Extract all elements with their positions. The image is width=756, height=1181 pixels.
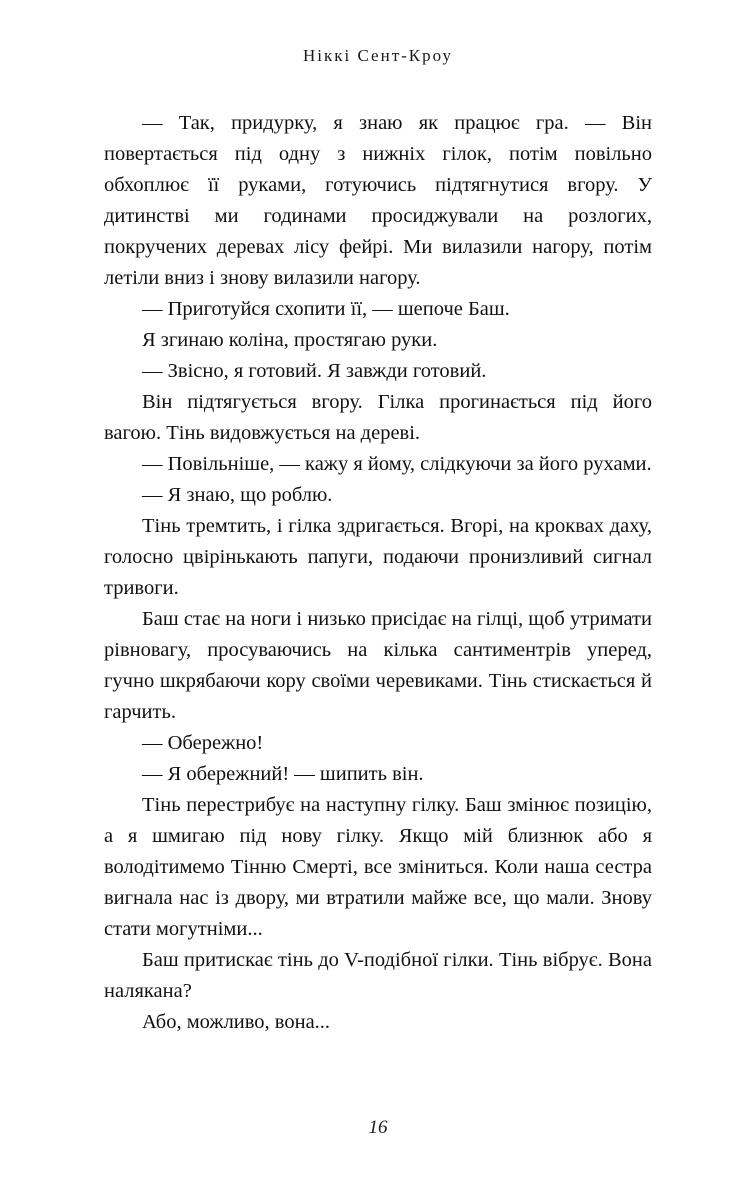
paragraph: Баш притискає тінь до V-подібної гілки. Тінь вібрує. Вона налякана? <box>104 949 652 1002</box>
paragraph: Тінь тремтить, і гілка здригається. Вгорі, на кроквах даху, голосно цвірінькають папуги, подаючи пронизливий сигнал тривоги. <box>104 515 652 599</box>
paragraph: Я згинаю коліна, простягаю руки. <box>142 329 438 351</box>
paragraph: Або, можливо, вона... <box>142 1011 331 1033</box>
running-header-author: Ніккі Сент-Кроу <box>303 46 453 65</box>
paragraph: — Я знаю, що роблю. <box>142 484 333 506</box>
paragraph: Він підтягується вгору. Гілка прогинається під його вагою. Тінь видовжується на дереві. <box>104 391 652 444</box>
paragraph: Тінь перестрибує на наступну гілку. Баш змінює позицію, а я шмигаю під нову гілку. Якщо мій близнюк або я володітимемо Тінню Смерті, все зміниться. Коли наша сестра вигнала нас із двору, ми втратили майже все, що мали. Знову стати могутніми... <box>104 794 652 940</box>
paragraph: — Так, придурку, я знаю як працює гра. — Він повертається під одну з нижніх гілок, потім повільно обхоплює її руками, готуючись підтягнутися вгору. У дитинстві ми годинами просиджували на розлогих, покручених деревах лісу фейрі. Ми вилазили нагору, потім летіли вниз і знову вилазили нагору. <box>104 112 652 289</box>
paragraph: — Приготуйся схопити її, — шепоче Баш. <box>142 298 510 320</box>
paragraph: — Я обережний! — шипить він. <box>142 763 424 785</box>
page-number: 16 <box>368 1117 388 1138</box>
page-body <box>104 108 652 1038</box>
paragraph: — Звісно, я готовий. Я завжди готовий. <box>142 360 487 382</box>
paragraph: — Повільніше, — кажу я йому, слідкуючи за його рухами. <box>142 453 652 475</box>
paragraph: — Обережно! <box>142 732 264 754</box>
paragraph: Баш стає на ноги і низько присідає на гілці, щоб утримати рівновагу, просуваючись на кілька сантиментрів уперед, гучно шкрябаючи кору своїми черевиками. Тінь стискається й гарчить. <box>104 608 652 723</box>
